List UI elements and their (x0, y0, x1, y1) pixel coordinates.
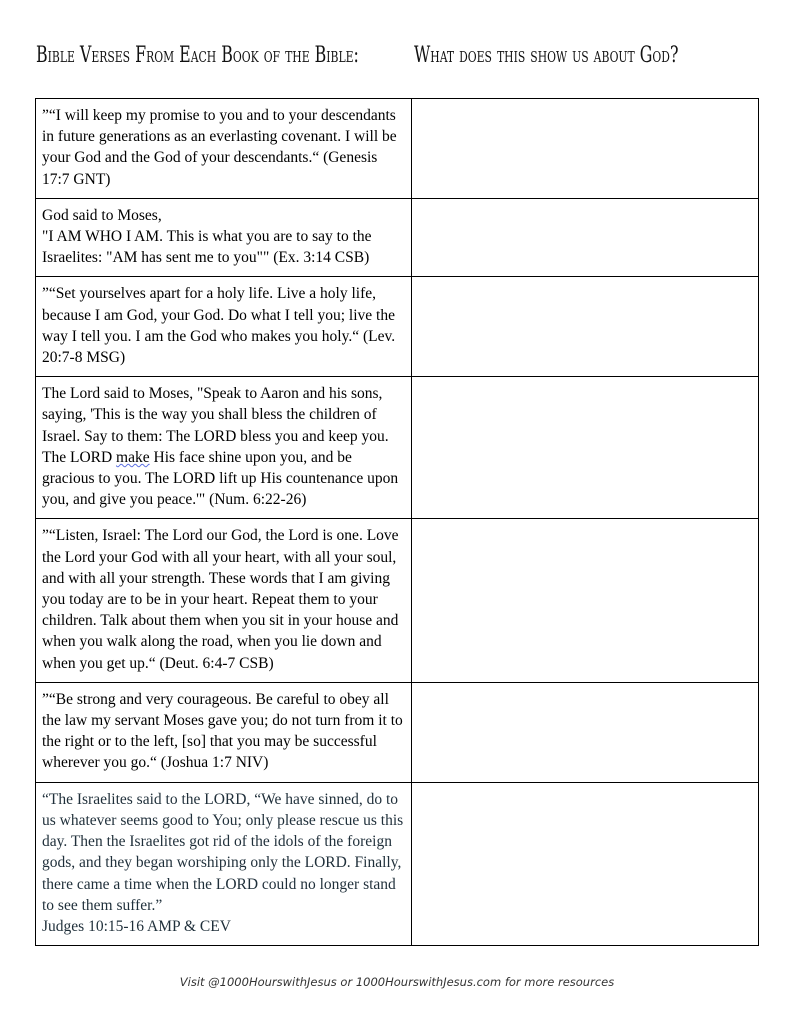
verse-text-leviticus: ”“Set yourselves apart for a holy life. Live a holy life, because I am God, your God. Do what I tell you; live the way I tell you. I am the God who makes you holy.“ (Lev. 20:7-8 MSG) (42, 285, 396, 367)
footer-resources-note: Visit @1000HourswithJesus or 1000HourswithJesus.com for more resources (179, 975, 615, 989)
table-row-joshua (36, 682, 759, 782)
verse-text-genesis: ”“I will keep my promise to you and to your descendants in future generations as an everlasting covenant. I will be your God and the God of your descendants.“ (Genesis 17:7 GNT) (42, 107, 397, 188)
verse-cell-judges (36, 782, 412, 945)
verse-text-deuteronomy: ”“Listen, Israel: The Lord our God, the Lord is one. Love the Lord your God with all your heart, with all your soul, and with all your strength. These words that I am giving you today are to be in your heart. Repeat them to your children. Talk about them when you sit in your house and when you walk along the road, when you lie down and when you get up.“ (Deut. 6:4-7 CSB) (42, 527, 399, 672)
spellcheck-flagged-word: make (116, 448, 150, 466)
verse-cell-exodus (36, 198, 412, 277)
verse-text-numbers-part1: The Lord said to Moses, "Speak to Aaron and his sons, saying, 'This is the way you shall bless the children of Israel. Say to them: The LORD bless you and keep you. The LORD (42, 385, 389, 466)
answer-cell-judges[interactable] (411, 782, 758, 945)
page-header (36, 42, 758, 72)
verse-cell-leviticus (36, 277, 412, 377)
table-row-judges (36, 782, 759, 945)
verse-text-joshua: ”“Be strong and very courageous. Be careful to obey all the law my servant Moses gave you; do not turn from it to the right or to the left, [so] that you may be successful wherever you go.“ (Joshua 1:7 NIV) (42, 690, 403, 772)
verses-table (35, 98, 759, 946)
answer-cell-numbers[interactable] (411, 377, 758, 519)
table-row-deuteronomy (36, 519, 759, 682)
table-row-leviticus (36, 277, 759, 377)
verse-reference-judges: Judges 10:15-16 AMP & CEV (42, 917, 231, 935)
answer-cell-exodus[interactable] (411, 198, 758, 277)
what-shows-about-god-heading: What does this show us about God? (414, 43, 679, 68)
answer-cell-genesis[interactable] (411, 99, 758, 199)
answer-cell-joshua[interactable] (411, 682, 758, 782)
verse-cell-genesis (36, 99, 412, 199)
verse-cell-deuteronomy (36, 519, 412, 682)
verse-text-exodus: "I AM WHO I AM. This is what you are to say to the Israelites: "AM has sent me to you"" (Ex. 3:14 CSB) (42, 228, 372, 267)
bible-verses-heading: Bible Verses From Each Book of the Bible: (36, 43, 359, 68)
verse-text-numbers-part2: His face shine upon you, and be gracious to you. The LORD lift up His countenance upon you, and give you peace.'" (Num. 6:22-26) (42, 448, 399, 509)
verse-cell-numbers (36, 377, 412, 519)
verse-text-judges: “The Israelites said to the LORD, “We have sinned, do to us whatever seems good to You; only please rescue us this day. Then the Israelites got rid of the idols of the foreign gods, and they began worshiping only the LORD. Finally, there came a time when the LORD could no longer stand to see them suffer.” (42, 790, 404, 914)
answer-cell-deuteronomy[interactable] (411, 519, 758, 682)
verse-intro-exodus: God said to Moses, (42, 206, 162, 224)
table-row-genesis (36, 99, 759, 199)
table-row-exodus (36, 198, 759, 277)
answer-cell-leviticus[interactable] (411, 277, 758, 377)
verse-cell-joshua (36, 682, 412, 782)
table-row-numbers (36, 377, 759, 519)
